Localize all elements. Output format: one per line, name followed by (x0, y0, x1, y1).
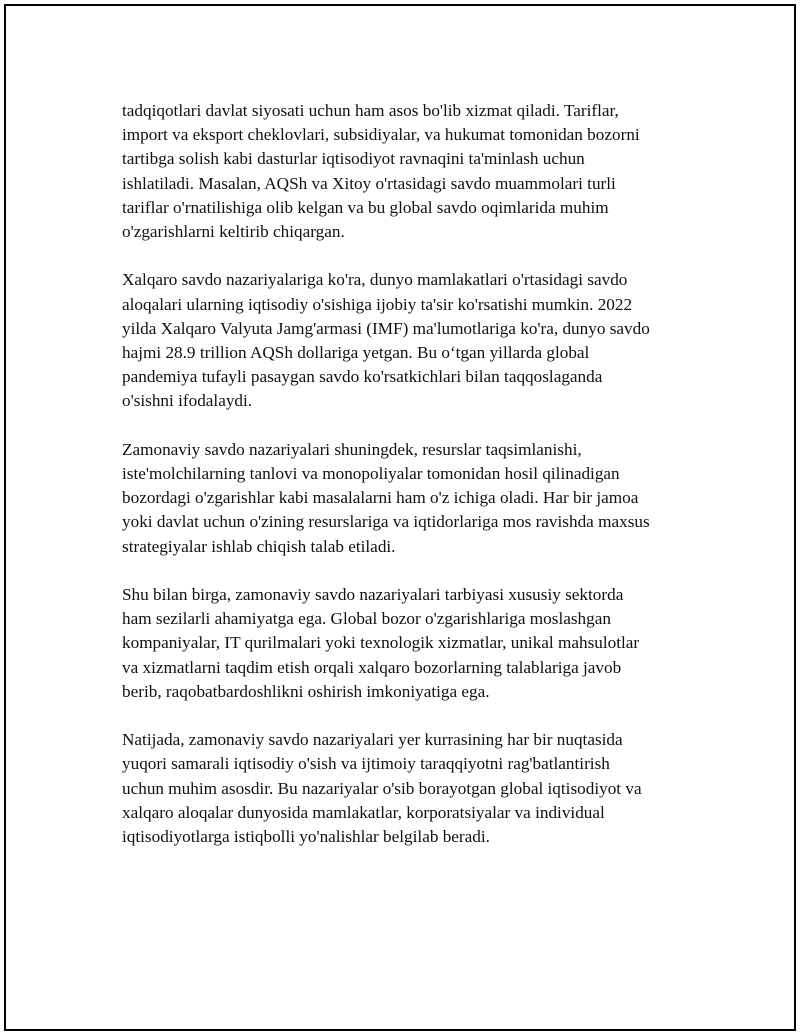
paragraph: Zamonaviy savdo nazariyalari shuningdek, resurslar taqsimlanishi, iste'molchilarning tanlovi va monopoliyalar tomonidan hosil qilinadigan bozordagi o'zgarishlar kabi masalalarni ham o'z ichiga oladi. Har bir jamoa yoki davlat uchun o'zining resurslariga va iqtidorlariga mos ravishda maxsus strategiyalar ishlab chiqish talab etiladi. (122, 439, 650, 556)
document-body (122, 99, 682, 849)
page-frame (4, 4, 796, 1031)
paragraph: Natijada, zamonaviy savdo nazariyalari yer kurrasining har bir nuqtasida yuqori samarali iqtisodiy o'sish va ijtimoiy taraqqiyotni rag'batlantirish uchun muhim asosdir. Bu nazariyalar o'sib borayotgan global iqtisodiyot va xalqaro aloqalar dunyosida mamlakatlar, korporatsiyalar va individual iqtisodiyotlarga istiqbolli yo'nalishlar belgilab beradi. (122, 730, 642, 847)
paragraph: Xalqaro savdo nazariyalariga ko'ra, dunyo mamlakatlari o'rtasidagi savdo aloqalari ularning iqtisodiy o'sishiga ijobiy ta'sir ko'rsatishi mumkin. 2022 yilda Xalqaro Valyuta Jamg'armasi (IMF) ma'lumotlariga ko'ra, dunyo savdo hajmi 28.9 trillion AQSh dollariga yetgan. Bu o‘tgan yillarda global pandemiya tufayli pasaygan savdo ko'rsatkichlari bilan taqqoslaganda o'sishni ifodalaydi. (122, 270, 650, 411)
paragraph: Shu bilan birga, zamonaviy savdo nazariyalari tarbiyasi xususiy sektorda ham sezilarli ahamiyatga ega. Global bozor o'zgarishlariga moslashgan kompaniyalar, IT qurilmalari yoki texnologik xizmatlar, unikal mahsulotlar va xizmatlarni taqdim etish orqali xalqaro bozorlarning talablariga javob berib, raqobatbardoshlikni oshirish imkoniyatiga ega. (122, 585, 640, 701)
paragraph: tadqiqotlari davlat siyosati uchun ham asos bo'lib xizmat qiladi. Tariflar, import va eksport cheklovlari, subsidiyalar, va hukumat tomonidan bozorni tartibga solish kabi dasturlar iqtisodiyot ravnaqini ta'minlash uchun ishlatiladi. Masalan, AQSh va Xitoy o'rtasidagi savdo muammolari turli tariflar o'rnatilishiga olib kelgan va bu global savdo oqimlarida muhim o'zgarishlarni keltirib chiqargan. (122, 101, 640, 242)
